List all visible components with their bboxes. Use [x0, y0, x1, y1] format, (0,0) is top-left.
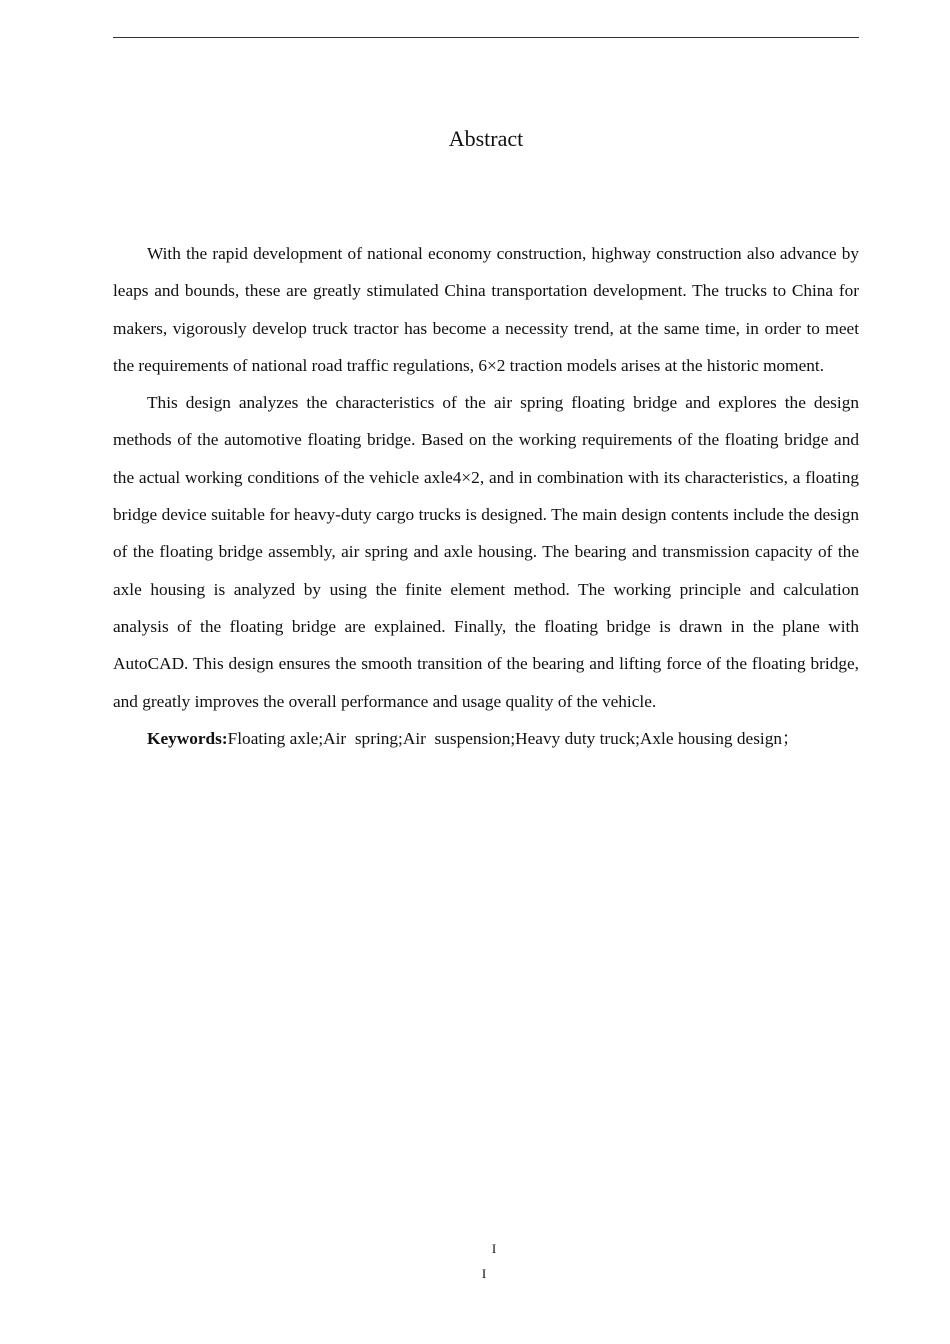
header-rule: [113, 37, 859, 38]
page-number-footer: I: [481, 1266, 487, 1281]
page-number: I: [491, 1241, 497, 1256]
keywords-text: Floating axle;Air spring;Air suspension;Heavy duty truck;Axle housing design；: [227, 728, 800, 748]
abstract-paragraph-1: With the rapid development of national economy construction, highway construction also advance by leaps and bounds, these are greatly stimulated China transportation development. The trucks to China for makers, vigorously develop truck tractor has become a necessity trend, at the same time, in order to meet the requirements of national road traffic regulations, 6×2 traction models arises at the historic moment.: [113, 244, 859, 375]
page-title: Abstract: [448, 126, 524, 151]
keywords-label: Keywords:: [147, 728, 228, 748]
keywords-line: [113, 720, 859, 757]
abstract-body: [113, 235, 859, 757]
abstract-paragraph-2: This design analyzes the characteristics of the air spring floating bridge and explores the design methods of the automotive floating bridge. Based on the working requirements of the floating bridge and the actual working conditions of the vehicle axle4×2, and in combination with its characteristics, a floating bridge device suitable for heavy-duty cargo trucks is designed. The main design contents include the design of the floating bridge assembly, air spring and axle housing. The bearing and transmission capacity of the axle housing is analyzed by using the finite element method. The working principle and calculation analysis of the floating bridge are explained. Finally, the floating bridge is drawn in the plane with AutoCAD. This design ensures the smooth transition of the bearing and lifting force of the floating bridge, and greatly improves the overall performance and usage quality of the vehicle.: [113, 393, 859, 711]
